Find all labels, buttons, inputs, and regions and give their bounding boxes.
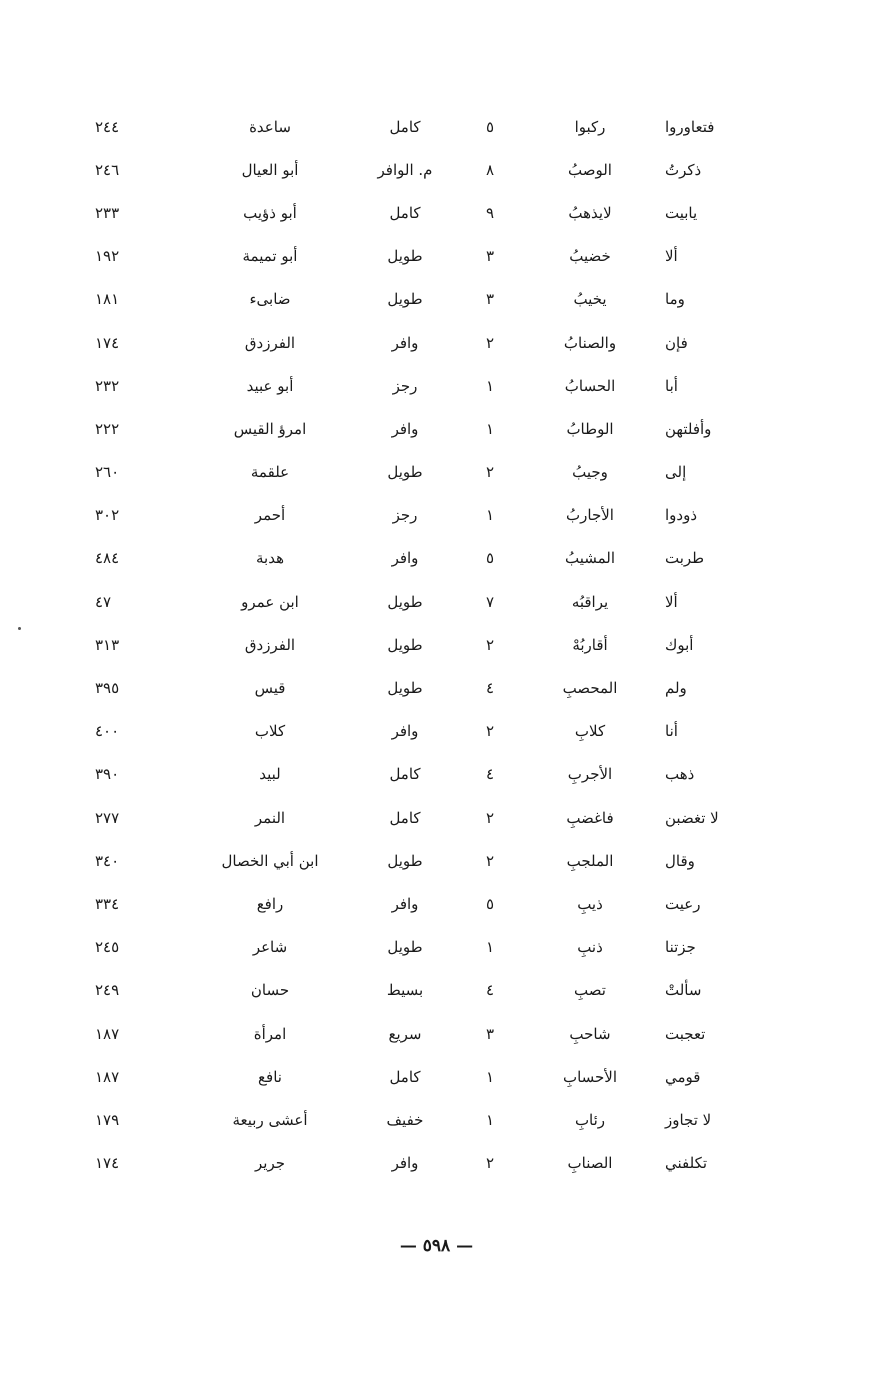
page-ref: ٢٤٤ (95, 117, 120, 136)
verse-start: لا تجاوز (665, 1110, 712, 1129)
rhyme-word: ذيبِ (577, 894, 603, 913)
meter-name: طويل (387, 635, 423, 654)
meter-name: طويل (387, 290, 423, 309)
verse-start: وأفلتهن (665, 419, 712, 438)
page-ref: ٢٤٥ (95, 938, 120, 957)
verse-start: أنا (665, 722, 678, 741)
table-row (95, 148, 735, 191)
table-row (95, 710, 735, 753)
rhyme-word: الأحسابِ (562, 1067, 618, 1086)
meter-name: طويل (387, 938, 423, 957)
verse-start: فتعاوروا (665, 117, 715, 136)
verse-start: فإن (665, 333, 688, 352)
page-ref: ٤٠٠ (95, 722, 120, 741)
page-ref: ٢٧٧ (95, 808, 120, 827)
page-ref: ١٩٢ (95, 247, 120, 266)
table-row (95, 926, 735, 969)
meter-name: بسيط (386, 981, 424, 1000)
verse-count: ٩ (485, 203, 495, 222)
page-ref: ٣٠٢ (95, 506, 120, 525)
table-row (95, 1098, 735, 1141)
rhyme-word: لايذهبُ (568, 203, 612, 222)
table-row (95, 796, 735, 839)
poet-name: هدبة (255, 549, 284, 568)
poet-name: أبو تميمة (242, 247, 298, 266)
page-number: — ٥٩٨ — (399, 1236, 474, 1256)
table-row (95, 753, 735, 796)
poet-name: امرأة (253, 1024, 287, 1043)
meter-name: كامل (389, 117, 421, 136)
poet-name: أعشى ربيعة (232, 1110, 308, 1129)
page-ref: ٢٤٩ (95, 981, 120, 1000)
rhyme-word: الصنابِ (567, 1154, 613, 1173)
table-row (95, 235, 735, 278)
verse-start: سألتْ (665, 981, 702, 1000)
verse-count: ٤ (485, 981, 495, 1000)
rhyme-word: الحسابُ (564, 376, 616, 395)
rhyme-word: يخيبُ (573, 290, 607, 309)
verse-start: طربت (665, 549, 705, 568)
verse-start: أبوك (665, 635, 694, 654)
page-ref: ١٧٤ (95, 1154, 120, 1173)
table-row (95, 580, 735, 623)
table-row (95, 537, 735, 580)
verse-start: قومي (665, 1067, 701, 1086)
rhyme-word: كلابِ (574, 722, 606, 741)
table-row (95, 364, 735, 407)
meter-name: رجز (392, 376, 418, 395)
page-ref: ٢٦٠ (95, 463, 120, 482)
verse-count: ٣ (485, 1024, 495, 1043)
page-ref: ١٧٤ (95, 333, 120, 352)
table-row (95, 321, 735, 364)
verse-count: ٥ (485, 549, 495, 568)
scan-speck (18, 627, 21, 630)
verse-count: ٨ (485, 160, 495, 179)
rhyme-word: المشيبُ (564, 549, 616, 568)
poet-name: ابن عمرو (241, 592, 299, 611)
page-ref: ٣٩٠ (95, 765, 120, 784)
poet-name: قيس (254, 679, 286, 698)
table-row (95, 105, 735, 148)
meter-name: وافر (391, 419, 419, 438)
verse-count: ٥ (485, 894, 495, 913)
meter-name: وافر (391, 1154, 419, 1173)
page-ref: ١٨٧ (95, 1024, 120, 1043)
page-ref: ٣٩٥ (95, 679, 120, 698)
verse-start: وما (665, 290, 685, 309)
verse-start: ألا (665, 592, 678, 611)
rhyme-word: ركبوا (574, 117, 606, 136)
verse-count: ٢ (485, 635, 495, 654)
verse-count: ١ (485, 938, 495, 957)
verse-start: جزتنا (665, 938, 696, 957)
verse-start: يابيت (665, 203, 698, 222)
rhyme-word: الملجبِ (566, 851, 614, 870)
poet-name: جرير (255, 1154, 285, 1173)
verse-count: ٢ (485, 722, 495, 741)
poet-name: لبيد (259, 765, 281, 784)
poet-name: ساعدة (249, 117, 291, 136)
page-ref: ١٨٧ (95, 1067, 120, 1086)
verse-count: ٤ (485, 679, 495, 698)
verse-start: تعجبت (665, 1024, 706, 1043)
verse-count: ٣ (485, 247, 495, 266)
rhyme-word: الوصبُ (568, 160, 612, 179)
page-ref: ٢٢٢ (95, 419, 120, 438)
page-ref: ٣١٣ (95, 635, 120, 654)
page-ref: ١٨١ (95, 290, 120, 309)
meter-name: وافر (391, 722, 419, 741)
verse-start: وقال (665, 851, 695, 870)
poet-name: ابن أبي الخصال (221, 851, 319, 870)
page-ref: ٤٧ (95, 592, 112, 611)
verse-start: ذهب (665, 765, 695, 784)
table-row (95, 191, 735, 234)
verse-count: ١ (485, 506, 495, 525)
rhyme-word: شاحبِ (569, 1024, 611, 1043)
verse-count: ٤ (485, 765, 495, 784)
verse-start: أبا (665, 376, 678, 395)
meter-name: م. الوافر (377, 160, 433, 179)
meter-name: طويل (387, 592, 423, 611)
meter-name: وافر (391, 894, 419, 913)
verse-start: ولم (665, 679, 687, 698)
table-row (95, 1142, 735, 1185)
verse-start: ذودوا (665, 506, 698, 525)
meter-name: كامل (389, 1067, 421, 1086)
table-row (95, 666, 735, 709)
verse-start: رعيت (665, 894, 701, 913)
meter-name: خفيف (386, 1110, 424, 1129)
poet-name: رافع (256, 894, 284, 913)
verse-count: ٢ (485, 333, 495, 352)
verse-index-body (95, 105, 735, 1185)
rhyme-word: والصنابُ (563, 333, 617, 352)
verse-count: ٢ (485, 808, 495, 827)
verse-count: ٢ (485, 851, 495, 870)
rhyme-word: الأجربِ (567, 765, 613, 784)
rhyme-word: المحصبِ (562, 679, 618, 698)
table-row (95, 494, 735, 537)
table-row (95, 278, 735, 321)
verse-start: تكلفني (665, 1154, 708, 1173)
table-row (95, 1055, 735, 1098)
verse-count: ٢ (485, 463, 495, 482)
meter-name: طويل (387, 463, 423, 482)
rhyme-word: أقاربُهْ (572, 635, 608, 654)
meter-name: كامل (389, 203, 421, 222)
verse-start: ذكرتُ (665, 160, 702, 179)
poet-name: علقمة (250, 463, 290, 482)
verse-index-table (95, 105, 735, 1185)
poet-name: أبو العيال (241, 160, 299, 179)
page-ref: ٤٨٤ (95, 549, 120, 568)
poet-name: امرؤ القيس (233, 419, 307, 438)
poet-name: كلاب (254, 722, 286, 741)
table-row (95, 623, 735, 666)
rhyme-word: خضيبُ (569, 247, 611, 266)
rhyme-word: رئابِ (574, 1110, 606, 1129)
verse-count: ١ (485, 376, 495, 395)
rhyme-word: فاغضبِ (566, 808, 614, 827)
verse-count: ١ (485, 419, 495, 438)
poet-name: الفرزدق (244, 333, 296, 352)
meter-name: طويل (387, 679, 423, 698)
meter-name: وافر (391, 333, 419, 352)
verse-start: ألا (665, 247, 678, 266)
poet-name: نافع (258, 1067, 282, 1086)
page-ref: ٢٤٦ (95, 160, 120, 179)
verse-count: ٣ (485, 290, 495, 309)
table-row (95, 969, 735, 1012)
table-row (95, 882, 735, 925)
poet-name: أبو ذؤيب (243, 203, 297, 222)
page-ref: ٢٣٢ (95, 376, 120, 395)
verse-count: ٥ (485, 117, 495, 136)
meter-name: رجز (392, 506, 418, 525)
rhyme-word: يراقبُه (571, 592, 609, 611)
meter-name: كامل (389, 765, 421, 784)
poet-name: النمر (254, 808, 286, 827)
poet-name: الفرزدق (244, 635, 296, 654)
verse-count: ٧ (485, 592, 495, 611)
verse-count: ١ (485, 1110, 495, 1129)
verse-count: ٢ (485, 1154, 495, 1173)
meter-name: كامل (389, 808, 421, 827)
page-ref: ١٧٩ (95, 1110, 120, 1129)
rhyme-word: الأجاربُ (566, 506, 614, 525)
table-row (95, 451, 735, 494)
meter-name: طويل (387, 247, 423, 266)
meter-name: طويل (387, 851, 423, 870)
poet-name: حسان (250, 981, 290, 1000)
verse-start: لا تغضبن (665, 808, 719, 827)
poet-name: ضابىء (249, 290, 291, 309)
rhyme-word: الوطابُ (566, 419, 614, 438)
page-ref: ٢٣٣ (95, 203, 120, 222)
poet-name: شاعر (252, 938, 288, 957)
rhyme-word: ذنبِ (577, 938, 603, 957)
verse-start: إلى (665, 463, 687, 482)
meter-name: وافر (391, 549, 419, 568)
poet-name: أبو عبيد (246, 376, 294, 395)
meter-name: سريع (388, 1024, 422, 1043)
rhyme-word: تصبِ (574, 981, 606, 1000)
table-row (95, 1012, 735, 1055)
poet-name: أحمر (254, 506, 286, 525)
page-ref: ٣٣٤ (95, 894, 120, 913)
page-ref: ٣٤٠ (95, 851, 120, 870)
table-row (95, 839, 735, 882)
rhyme-word: وجيبُ (572, 463, 608, 482)
table-row (95, 407, 735, 450)
verse-count: ١ (485, 1067, 495, 1086)
